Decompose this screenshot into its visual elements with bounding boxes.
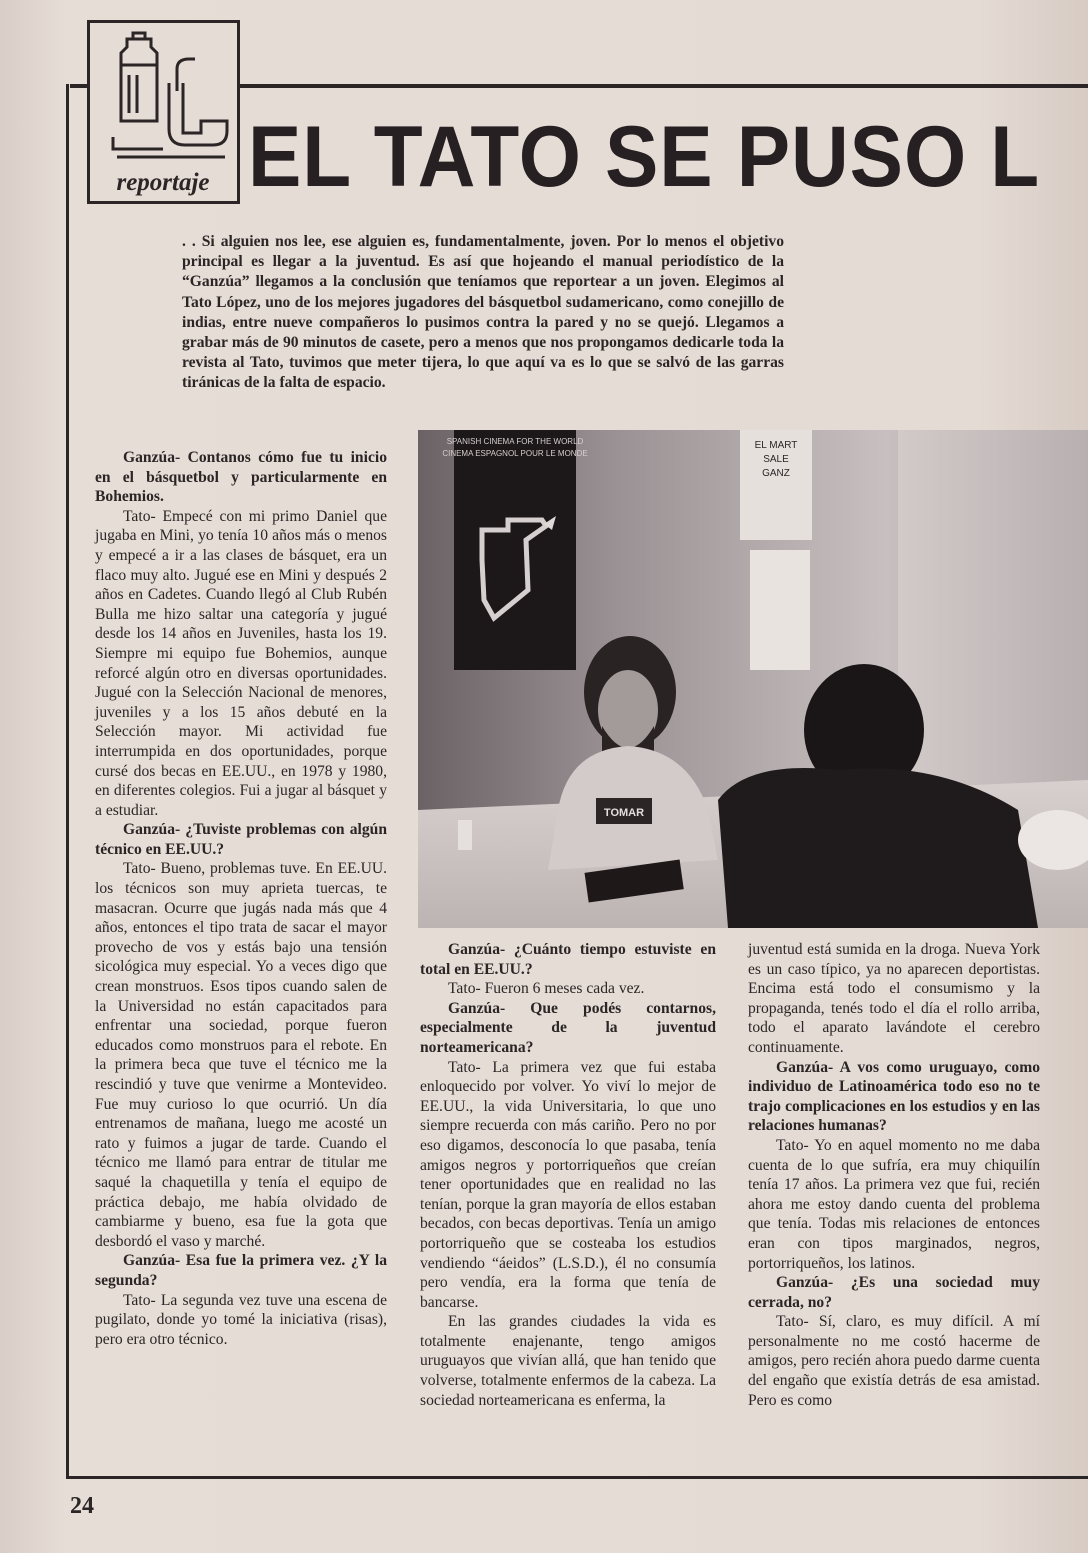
question-3: Ganzúa- Esa fue la primera vez. ¿Y la segunda? [95, 1252, 387, 1289]
question-4: Ganzúa- ¿Cuánto tiempo estuviste en total en EE.UU.? [420, 941, 716, 978]
page-number: 24 [70, 1493, 94, 1519]
interview-photo [418, 430, 1088, 928]
answer-3: Tato- La segunda vez tuve una escena de pugilato, donde yo tomé la iniciativa (risas), pero era otro técnico. [95, 1291, 387, 1348]
text-column-2 [420, 940, 716, 1410]
answer-6: Tato- Yo en aquel momento no me daba cuenta de lo que sufría, era muy chiquilín tenía 17 años. La primera vez que fui, recién ahora me estoy dando cuenta del problema que tenía. Todas mis relaciones de entonces eran con tipos marginados, negros, portorriqueños, los latinos. [748, 1136, 1040, 1272]
answer-4: Tato- Fueron 6 meses cada vez. [448, 980, 645, 998]
question-6: Ganzúa- A vos como uruguayo, como individuo de Latinoamérica todo eso no te trajo complicaciones en los estudios y en las relaciones humanas? [748, 1058, 1040, 1135]
answer-1: Tato- Empecé con mi primo Daniel que jugaba en Mini, yo tenía 10 años más o menos y empecé a ir a las clases de básquet, era un flaco muy alto. Jugué ese en Mini y después 2 años en Cadetes. Cuando llegó al Club Rubén Bulla me hizo saltar una categoría y jugué desde los 14 años en Juveniles, hasta los 19. Siempre mi equipo fue Bohemios, aunque reforcé algún otro en diversas oportunidades. Jugué con la Selección Nacional de menores, juveniles y a los 15 años debuté en la Selección mayor. Mi actividad fue interrumpida en dos oportunidades, porque cursé dos becas en EE.UU., en 1978 y 1980, en diferentes colegios. Fui a jugar al básquet y a estudiar. [95, 507, 387, 819]
section-label: reportaje [116, 169, 210, 196]
text-column-1 [95, 448, 387, 1349]
left-margin-rule [66, 84, 69, 1479]
sign-line-3: GANZ [762, 468, 790, 479]
footer-rule [66, 1476, 1088, 1479]
question-5: Ganzúa- Que podés contarnos, especialmente de la juventud norteamericana? [420, 999, 716, 1056]
answer-2: Tato- Bueno, problemas tuve. En EE.UU. los técnicos son muy aprieta tuercas, te masacran. Ocurre que jugás nada más que 4 años, entonces el tipo trata de sacar el mayor provecho de vos y estás bajo una tensión sicológica muy especial. Yo a veces digo que crean monstruos. Esos tipos cuando salen de la Universidad no están capacitados para enfrentar una sociedad, porque fueron educados como monstruos para el rebote. En la primera beca que tuve el técnico me la rescindió y tuve que venirme a Montevideo. Fue muy curioso lo que ocurrió. Un día entrenamos de mañana, luego me acosté un rato y fuimos a jugar de tarde. Cuando el técnico me llamó para entrar de titular me saqué la chaquetilla y tenía el equipo de práctica debajo, me había olvidado de cambiarme y bueno, esa fue la gota que desbordó el vaso y marché. [95, 860, 387, 1250]
headline: EL TATO SE PUSO L [248, 109, 1041, 205]
answer-7: Tato- Sí, claro, es muy difícil. A mí personalmente no me costó hacerme de amigos, pero recién ahora puedo darme cuenta del engaño que existía detrás de esa amistad. Pero es como [748, 1313, 1040, 1409]
question-7: Ganzúa- ¿Es una sociedad muy cerrada, no? [748, 1274, 1040, 1311]
lamp-icon [93, 25, 234, 165]
sign-line-2: SALE [763, 454, 789, 465]
question-1: Ganzúa- Contanos cómo fue tu inicio en el básquetbol y particularmente en Bohemios. [95, 449, 387, 506]
answer-5-continued: En las grandes ciudades la vida es totalmente enajenante, tengo amigos uruguayos que vivían allá, que han tenido que volverse, totalmente enfermos de la cabeza. La sociedad norteamericana es enferma, la [420, 1313, 716, 1409]
answer-5: Tato- La primera vez que fui estaba enloquecido por volver. Yo viví lo mejor de EE.UU., la vida Universitaria, lo que uno siempre recuerda con más cariño. Pero no por eso digamos, desconocía lo que pasaba, tenía amigos negros y portorriqueños que creían tener oportunidades que en realidad no las tenían, porque la gran mayoría de ellos estaban becados, con becas deportivas. Tenía un amigo portorriqueño que se costeaba los estudios vendiendo “áeidos” (L.S.D.), él no consumía pero vendía, era la forma que tenía de bancarse. [420, 1058, 716, 1311]
question-2: Ganzúa- ¿Tuviste problemas con algún técnico en EE.UU.? [95, 821, 387, 858]
poster-line-1: SPANISH CINEMA FOR THE WORLD [446, 437, 584, 446]
section-logo [87, 20, 240, 204]
photo-illustration [418, 430, 1088, 928]
intro-paragraph: . . Si alguien nos lee, ese alguien es, fundamentalmente, joven. Por lo menos el objetivo principal es llegar a la juventud. Es así que hojeando el manual periodístico de la “Ganzúa” llegamos a la conclusión que teníamos que reportear a un joven. Elegimos al Tato López, uno de los mejores jugadores del básquetbol sudamericano, como conejillo de indias, entre nueve compañeros lo pusimos contra la pared y no se quejó. Llegamos a grabar más de 90 minutos de casete, pero a menos que nos propongamos dedicarle toda la revista al Tato, tuvimos que meter tijera, lo que aquí va es lo que se salvó de las garras tiránicas de la falta de espacio. [182, 233, 784, 392]
shirt-text: TOMAR [603, 807, 645, 819]
text-column-3 [748, 940, 1040, 1410]
poster-line-2: CINEMA ESPAGNOL POUR LE MONDE [442, 449, 588, 458]
answer-5-continuation: juventud está sumida en la droga. Nueva York es un caso típico, ya no aparecen deportistas. Encima está todo el consumismo y la propaganda, tenés todo el día el rollo arriba, todo el aparato lavándote el cerebro continuamente. [748, 941, 1040, 1056]
sign-line-1: EL MART [754, 440, 798, 451]
